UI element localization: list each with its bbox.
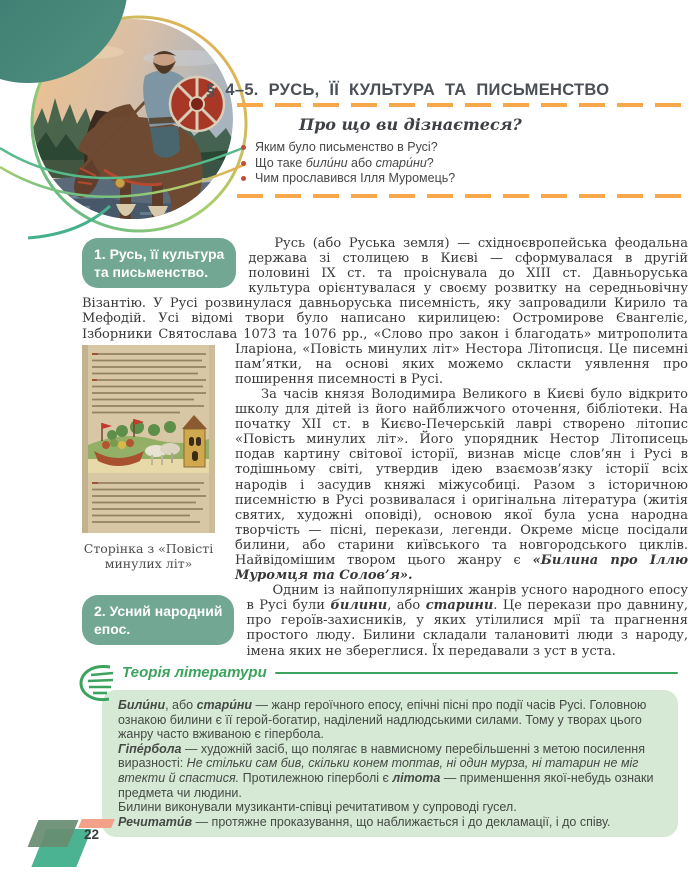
paragraph-text: Одним із найпопулярніших жанрів усного народного епосу в Русі були билини, або старини. Це перекази про давнину, про героїв-захисників, у яких утілилися мрії та прагнення простого люду. Билини складали талановиті люди з народу, імена яких не збереглися. Їх передавали з уст в уста. [246,583,688,659]
list-item [241,140,688,156]
bullet-dot-icon [241,145,246,150]
caption-line: Сторінка з «Повісті [83,540,214,556]
list-item [241,156,688,172]
theory-definition-box [102,690,678,837]
section-label-line: епос. [94,621,131,638]
section-label-line: 2. Усний народний [94,603,223,620]
intro-bullet-list [237,140,688,187]
bullet-text: Що таке били́ни або стари́ни? [255,155,434,170]
figure-caption [82,541,215,571]
theory-entry: Речитати́в — протяжне проказування, що наближається і до декламації, і до співу. [118,814,611,829]
theory-entry: Билини виконували музиканти-співці речитативом у супроводі гусел. [118,800,517,815]
theory-entry: Били́ни, або стари́ни — жанр героїчного епосу, епічні пісні про події часів Русі. Головною ознакою билини є її герой-богатир, наділений надлюдськими силами. Тому у творах цього жанру часто вживаною є гіпербола. [118,698,647,742]
section-2-label [82,595,234,645]
section-label-line: та письменство. [94,264,209,280]
dashed-divider-bottom [237,194,688,198]
caption-line: минулих літ» [104,555,193,571]
paragraph-text: Літописця. Це писемні пам’ятки, на основі яких можемо скласти уявлення про поширення писемності в Русі. [235,341,688,387]
bogatyr-illustration [0,0,266,252]
paragraph-text: Русь (або Руська земля) — східноєвропейська феодальна держава зі столицею в Києві — сформувалася в другій половині IX ст. та проіснувала до XIII ст. Давньоруська культура орієнтувалася у своєму розвитку на середньовічну Візантію. У Русі розвинулася давньоруська писемність, яку запровадили Кирило та Мефодій. Усі відомі твори було написано кирилицею: Остромирове Євангеліє, Ізборники Святослава 1073 та 1076 рр., «Слово про закон і благодать» митрополита Іларіона, «Повість минулих літ» Нестора [82,236,688,357]
paragraph-text: За часів князя Володимира Великого в Києві було відкрито школу для дітей із його найближчого оточення, бібліотеки. На початку XII ст. в Києво-Печерській лаврі створено літопис «Повість минулих літ». Його упорядник Нестор Літописець подав картину світової історії, визнав місце слов’ян і Русі в тодішньому світі, утвердив ідею взаємозв’язку історії всіх народів і засудив княжі міжусобиці. Разом з історичною писемністю в Русі розвивалася і оригінальна література (житія святих, художні оповіді), основою якої була усна народна творчість — пісні, перекази, легенди. Окреме місце посідали билини, або старини київського та новгородського циклів. Найвідомішим твором цього жанру є «Билина про Іллю Муромця та Солов’я». [235,386,688,584]
paragraph-sign: § 4–5. [206,81,259,99]
book-lines-icon [78,662,114,704]
intro-heading: Про що ви дізнаєтеся? [299,115,522,134]
manuscript-image [82,345,215,533]
page-number: 22 [84,827,100,842]
bullet-dot-icon [241,161,246,166]
theory-section [78,662,678,837]
section-label-line: 1. Русь, її культура [94,246,225,262]
hero-decoration [0,0,266,252]
theory-rule [275,672,678,674]
bullet-text: Яким було письменство в Русі? [255,140,438,154]
section-1-label [82,238,236,288]
bullet-text: Чим прославився Ілля Муромець? [255,171,456,185]
page-title [206,81,686,100]
manuscript-figure [82,345,215,571]
dashed-divider-top [237,103,688,107]
chapter-title: РУСЬ, ЇЇ КУЛЬТУРА ТА ПИСЬМЕНСТВО [268,81,610,99]
theory-entry: Гіпе́рбола — художній засіб, що полягає в навмисному перебільшенні з метою посилення виразності: Не стільки сам бив, скільки конем топтав, ні один мурза, ні татарин не міг втекти й спастися. Протилежною гіперболі є літота — применшення якої-небудь ознаки предмета чи людини. [118,741,654,800]
intro-block [237,103,688,198]
main-content [82,236,688,660]
theory-heading: Теорія літератури [122,664,267,681]
bullet-dot-icon [241,176,246,181]
list-item [241,171,688,187]
